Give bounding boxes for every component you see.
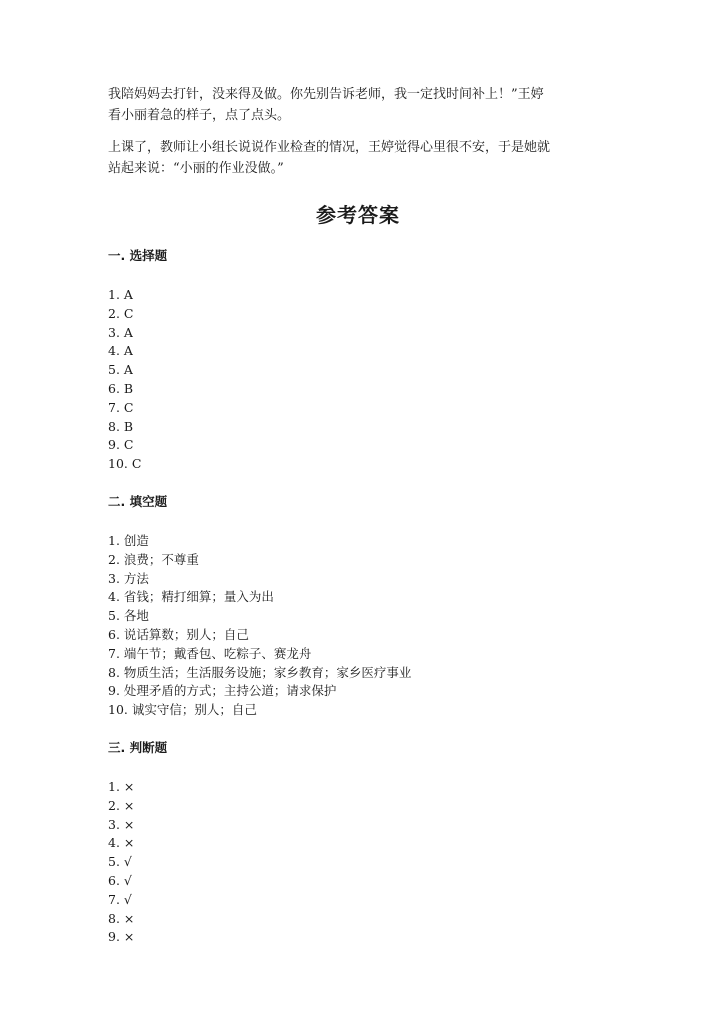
passage-line: 站起来说：“小丽的作业没做。” <box>108 161 284 176</box>
answer-item: 2. × <box>108 797 135 813</box>
page-title: 参考答案 <box>316 203 400 227</box>
answer-item: 4. 省钱；精打细算；量入为出 <box>108 589 274 605</box>
answer-item: 9. C <box>108 437 134 453</box>
passage-paragraph-2 <box>108 137 608 179</box>
section-heading: 二. 填空题 <box>108 493 168 509</box>
answer-item: 10. C <box>108 456 142 472</box>
answer-item: 3. × <box>108 816 135 832</box>
answer-item: 8. B <box>108 418 134 434</box>
answer-item: 10. 诚实守信；别人；自己 <box>108 702 257 718</box>
passage-paragraph-1 <box>108 84 608 126</box>
answer-item: 8. × <box>108 910 135 926</box>
answer-item: 6. B <box>108 380 134 396</box>
passage-line: 上课了，教师让小组长说说作业检查的情况，王婷觉得心里很不安，于是她就 <box>108 140 551 155</box>
answer-item: 3. A <box>108 324 133 340</box>
answer-item: 7. 端午节；戴香包、吃粽子、赛龙舟 <box>108 645 312 661</box>
answer-item: 1. A <box>108 287 133 302</box>
document-page <box>108 84 608 965</box>
answer-item: 2. C <box>108 305 134 321</box>
answer-item: 5. A <box>108 362 133 378</box>
answer-item: 3. 方法 <box>108 570 149 586</box>
answer-item: 7. C <box>108 399 134 415</box>
answer-item: 8. 物质生活；生活服务设施；家乡教育；家乡医疗事业 <box>108 664 412 680</box>
answer-item: 9. × <box>108 929 135 945</box>
section-choice <box>108 246 608 474</box>
answer-item: 1. 创造 <box>108 532 149 548</box>
answer-item: 5. 各地 <box>108 608 149 624</box>
answer-item: 9. 处理矛盾的方式；主持公道；请求保护 <box>108 683 337 699</box>
answer-item: 1. × <box>108 778 135 794</box>
answer-item: 7. √ <box>108 891 132 907</box>
passage-line: 看小丽着急的样子，点了点头。 <box>108 108 291 123</box>
answer-item: 6. 说话算数；别人；自己 <box>108 626 249 642</box>
answer-list <box>108 286 608 474</box>
answer-item: 2. 浪费；不尊重 <box>108 551 199 567</box>
section-heading: 一. 选择题 <box>108 248 168 263</box>
section-true-false <box>108 738 608 947</box>
section-fill-blank <box>108 492 608 720</box>
section-heading: 三. 判断题 <box>108 739 168 755</box>
passage-line: 我陪妈妈去打针，没来得及做。你先别告诉老师，我一定找时间补上！”王婷 <box>108 87 544 102</box>
answer-list <box>108 778 608 947</box>
answer-item: 6. √ <box>108 872 132 888</box>
answer-list <box>108 532 608 720</box>
answer-item: 4. × <box>108 835 135 851</box>
answer-item: 4. A <box>108 343 133 359</box>
answer-item: 5. √ <box>108 854 132 870</box>
